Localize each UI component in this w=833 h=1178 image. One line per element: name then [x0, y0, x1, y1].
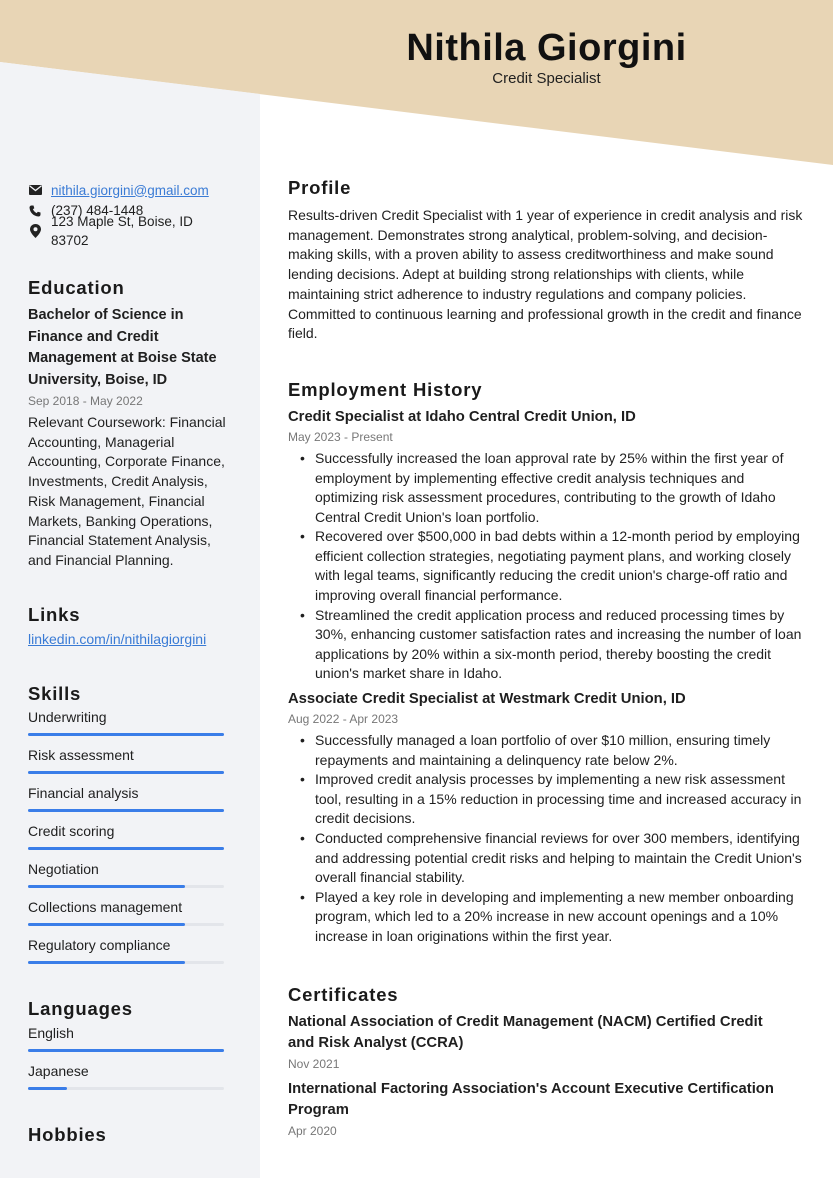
education-coursework: Relevant Coursework: Financial Accounting, Managerial Accounting, Corporate Finance, Investments, Credit Analysis, Risk Management, Financial Markets, Banking Operations, Financial Statement Analysis, and Financial Planning. — [28, 414, 226, 568]
certificates-section — [288, 983, 808, 1140]
skills-label: Negotiation — [28, 861, 99, 878]
skills-level-track — [28, 733, 224, 736]
skills-label: Underwriting — [28, 709, 107, 726]
languages-level-fill — [28, 1087, 67, 1090]
job-bullet: • Successfully increased the loan approval rate by 25% within the first year of employment by implementing effective credit analysis techniques and optimizing risk assessment procedures, contributing to the growth of Idaho Central Credit Union's loan portfolio. — [300, 449, 808, 527]
education-heading: Education — [28, 276, 125, 298]
job-date: Aug 2022 - Apr 2023 — [288, 712, 399, 727]
skills-label: Collections management — [28, 899, 183, 916]
languages-level-track — [28, 1049, 224, 1052]
email-link[interactable]: nithila.giorgini@gmail.com — [51, 182, 209, 198]
skills-level-fill — [28, 847, 224, 850]
jobs-list — [288, 407, 808, 947]
languages-label: Japanese — [28, 1062, 89, 1079]
profile-text: Results-driven Credit Specialist with 1 year of experience in credit analysis and risk management. Demonstrates strong analytical, problem-solving, and decision-making skills, with a proven ability to assess creditworthiness and make sound lending decisions. Adept at building strong relationships with clients, while maintaining strict adherence to industry regulations and company policies. Committed to continuous learning and professional growth in the credit and finance field. — [288, 207, 803, 342]
skills-item — [28, 821, 228, 859]
address-text: 123 Maple St, Boise, ID 83702 — [51, 213, 193, 249]
skills-item — [28, 935, 228, 973]
employment-section — [288, 378, 808, 947]
contact-email — [28, 180, 228, 201]
job-title: Associate Credit Specialist at Westmark Credit Union, ID — [288, 691, 686, 708]
location-pin-icon — [28, 224, 42, 238]
certificate-title: International Factoring Association's Account Executive Certification Program — [288, 1080, 774, 1119]
job-bullet: • Played a key role in developing and implementing a new member onboarding program, which led to a 20% increase in new account openings and a 10% increase in loan originations within the first year. — [300, 888, 808, 947]
profile-section — [288, 176, 808, 344]
skills-level-track — [28, 771, 224, 774]
certificate-date: Nov 2021 — [288, 1056, 340, 1071]
certificates-list — [288, 1012, 808, 1140]
education-section — [28, 278, 228, 571]
phone-text: (237) 484-1448 — [51, 203, 144, 218]
languages-list — [28, 1023, 228, 1099]
job-entry — [288, 407, 808, 684]
resume-header — [260, 22, 833, 87]
skills-level-track — [28, 923, 224, 926]
job-bullet: • Streamlined the credit application process and reduced processing times by 30%, enhancing customer satisfaction rates and increasing the number of loan applications by 20% within a six-month period, thereby boosting the credit union's market share in Idaho. — [300, 606, 808, 684]
links-heading: Links — [28, 603, 81, 625]
skills-level-track — [28, 885, 224, 888]
certificates-heading: Certificates — [288, 983, 399, 1005]
sidebar — [28, 180, 228, 1144]
certificate-date: Apr 2020 — [288, 1123, 337, 1138]
skills-level-fill — [28, 809, 224, 812]
linkedin-link[interactable]: linkedin.com/in/nithilagiorgini — [28, 631, 207, 648]
job-bullets — [300, 731, 808, 947]
job-date: May 2023 - Present — [288, 429, 393, 444]
profile-heading: Profile — [288, 177, 352, 198]
job-bullet: • Successfully managed a loan portfolio of over $10 million, ensuring timely repayments and maintaining a delinquency rate below 2%. — [300, 731, 808, 770]
languages-level-fill — [28, 1049, 224, 1052]
skills-level-fill — [28, 923, 185, 926]
certificate-title: National Association of Credit Management (NACM) Certified Credit and Risk Analyst (CCRA) — [288, 1013, 763, 1052]
languages-label: English — [28, 1024, 74, 1041]
languages-item — [28, 1023, 228, 1061]
skills-level-track — [28, 847, 224, 850]
job-entry — [288, 689, 808, 947]
contact-address — [28, 213, 228, 249]
languages-item — [28, 1061, 228, 1099]
certificate-entry — [288, 1012, 808, 1073]
skills-level-fill — [28, 733, 224, 736]
skills-item — [28, 859, 228, 897]
job-bullet: • Recovered over $500,000 in bad debts within a 12-month period by employing efficient collection strategies, negotiating payment plans, and working closely with legal teams, significantly reducing the credit union's charge-off ratio and improving overall financial performance. — [300, 527, 808, 605]
phone-icon — [28, 204, 42, 218]
education-degree: Bachelor of Science in Finance and Credit Management at Boise State University, Boise, ID — [28, 307, 217, 388]
certificate-entry — [288, 1079, 808, 1140]
education-date: Sep 2018 - May 2022 — [28, 394, 143, 408]
skills-section — [28, 684, 228, 974]
skills-item — [28, 897, 228, 935]
skills-label: Credit scoring — [28, 823, 115, 840]
skills-item — [28, 707, 228, 745]
skills-label: Financial analysis — [28, 785, 139, 802]
candidate-role: Credit Specialist — [492, 70, 601, 87]
job-title: Credit Specialist at Idaho Central Credit Union, ID — [288, 408, 636, 425]
skills-level-fill — [28, 771, 224, 774]
hobbies-section — [28, 1125, 228, 1145]
skills-heading: Skills — [28, 682, 82, 704]
candidate-name: Nithila Giorgini — [406, 27, 687, 69]
main-content — [288, 176, 808, 1140]
skills-level-fill — [28, 885, 185, 888]
skills-list — [28, 707, 228, 973]
skills-level-track — [28, 961, 224, 964]
links-section — [28, 605, 228, 650]
skills-item — [28, 745, 228, 783]
skills-level-fill — [28, 961, 185, 964]
languages-heading: Languages — [28, 998, 133, 1020]
contact-block — [28, 180, 228, 249]
hobbies-heading: Hobbies — [28, 1123, 107, 1145]
job-bullet: • Conducted comprehensive financial reviews for over 300 members, identifying and addressing potential credit risks and helping to maintain the Credit Union's overall financial stability. — [300, 829, 808, 888]
skills-level-track — [28, 809, 224, 812]
languages-section — [28, 999, 228, 1099]
languages-level-track — [28, 1087, 224, 1090]
skills-item — [28, 783, 228, 821]
skills-label: Regulatory compliance — [28, 937, 171, 954]
employment-heading: Employment History — [288, 378, 483, 400]
job-bullets — [300, 449, 808, 684]
job-bullet: • Improved credit analysis processes by implementing a new risk assessment tool, resulting in a 15% reduction in processing time and increased accuracy in credit decisions. — [300, 770, 808, 829]
envelope-icon — [28, 183, 42, 197]
skills-label: Risk assessment — [28, 747, 134, 764]
